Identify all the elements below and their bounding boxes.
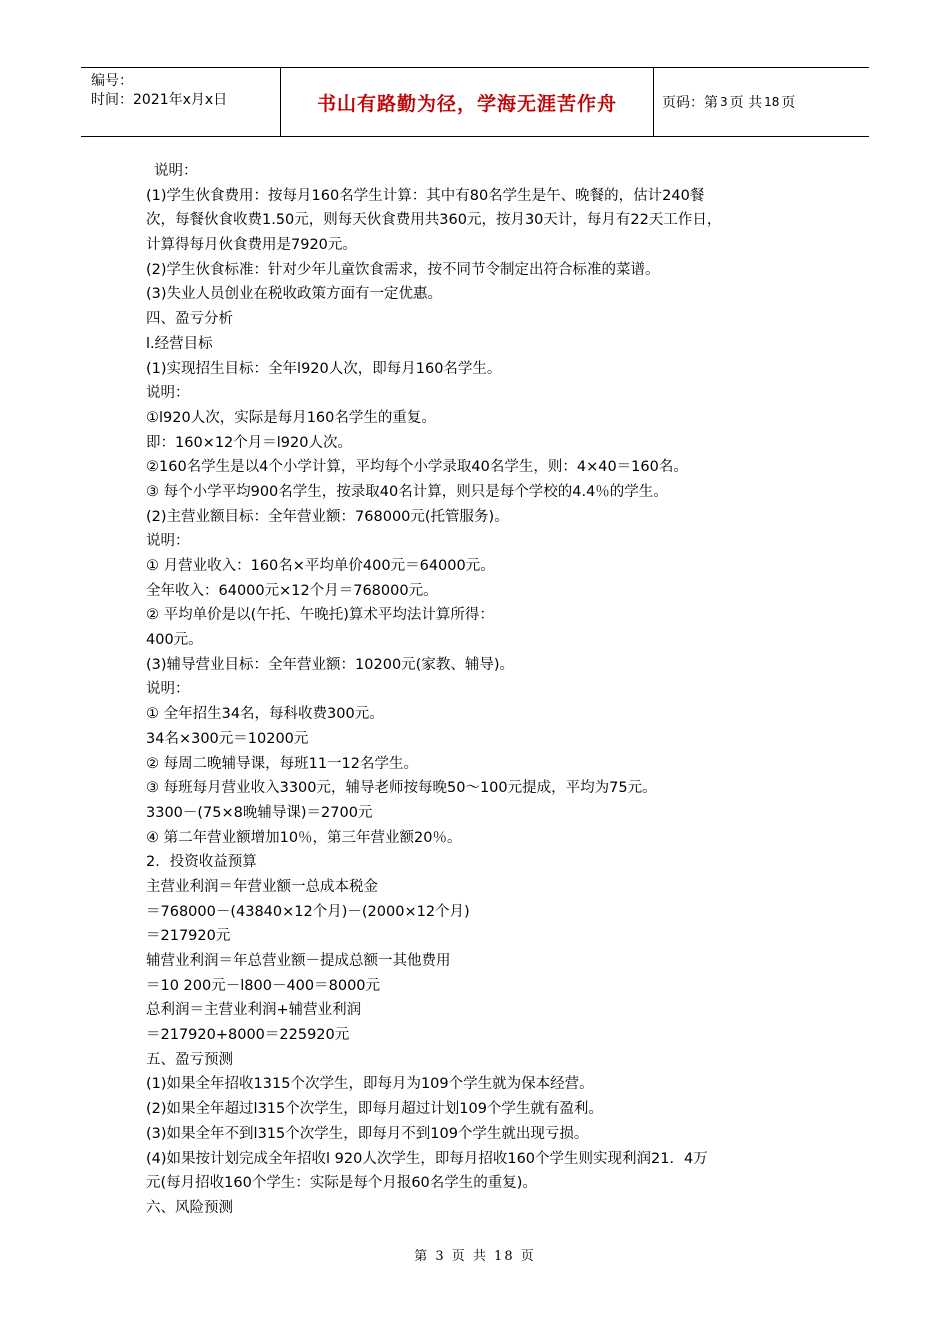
page-total: 18 [764, 95, 780, 109]
text-line: ① 全年招生34名，每科收费300元。 [146, 706, 384, 723]
text-line: l.经营目标 [146, 335, 213, 352]
text-line: 说明： [154, 163, 198, 179]
text-line: (2)学生伙食标准：针对少年儿童饮食需求，按不同节令制定出符合标准的菜谱。 [146, 261, 660, 278]
text-line: ① 月营业收入：160名×平均单价400元＝64000元。 [146, 558, 495, 574]
text-line: 辅营业利润＝年总营业额－提成总额一其他费用 [146, 953, 451, 969]
document-date: 时间：2021年x月x日 [91, 92, 228, 108]
text-line: (1)如果全年招收1315个次学生，即每月为109个学生就为保本经营。 [146, 1076, 594, 1093]
text-line: 次，每餐伙食收费1.50元，则每天伙食费用共360元，按月30天计，每月有22天工作日， [146, 212, 722, 229]
page-prefix: 页码：第 [662, 95, 718, 111]
header-page-info [654, 68, 869, 136]
text-line: 3300－(75×8晚辅导课)＝2700元 [146, 804, 373, 821]
text-line: 五、盈亏预测 [146, 1051, 233, 1068]
text-line: 400元。 [146, 632, 203, 649]
text-line: (2)如果全年超过l315个次学生，即每月超过计划109个学生就有盈利。 [146, 1101, 603, 1118]
header-motto: 书山有路勤为径，学海无涯苦作舟 [281, 68, 654, 136]
text-line: ①l920人次，实际是每月160名学生的重复。 [146, 409, 436, 426]
page-number: 3 [720, 95, 728, 109]
page-header [81, 67, 869, 137]
text-line: ② 平均单价是以(午托、午晚托)算术平均法计算所得： [146, 607, 494, 624]
text-line: 四、盈亏分析 [146, 311, 233, 328]
text-line: ＝217920元 [146, 928, 231, 945]
text-line: 即：160×12个月＝l920人次。 [146, 434, 352, 451]
page-suffix: 页 [781, 95, 796, 111]
text-line: (1)实现招生目标：全年l920人次，即每月160名学生。 [146, 360, 502, 377]
text-line: 总利润＝主营业利润+辅营业利润 [146, 1002, 362, 1019]
text-line: ＝768000－(43840×12个月)－(2000×12个月) [146, 903, 470, 920]
text-line: ③ 每班每月营业收入3300元，辅导老师按每晚50～100元提成，平均为75元。 [146, 780, 657, 797]
text-line: (3)失业人员创业在税收政策方面有一定优惠。 [146, 286, 443, 303]
text-line: 全年收入：64000元×12个月＝768000元。 [146, 582, 438, 599]
text-line: 说明： [146, 385, 190, 402]
text-line: ③ 每个小学平均900名学生，按录取40名计算，则只是每个学校的4.4％的学生。 [146, 483, 668, 500]
text-line: (4)如果按计划完成全年招收l 920人次学生，即每月招收160个学生则实现利润21．4万 [146, 1150, 708, 1167]
text-line: 34名×300元＝10200元 [146, 730, 309, 747]
text-line: ②160名学生是以4个小学计算，平均每个小学录取40名学生，则：4×40＝160名。 [146, 459, 688, 476]
text-line: ② 每周二晚辅导课，每班11一12名学生。 [146, 755, 419, 772]
text-line: 计算得每月伙食费用是7920元。 [146, 237, 357, 254]
page-footer: 第 3 页 共 18 页 [414, 1249, 536, 1264]
text-line: 说明： [146, 533, 190, 550]
text-line: 说明： [146, 681, 190, 698]
text-line: (1)学生伙食费用：按每月160名学生计算：其中有80名学生是午、晚餐的，估计240餐 [146, 187, 705, 204]
text-line: 2．投资收益预算 [146, 854, 257, 871]
text-line: (3)辅导营业目标：全年营业额：10200元(家教、辅导)。 [146, 656, 514, 673]
header-meta [81, 68, 281, 136]
text-line: ＝217920+8000＝225920元 [146, 1027, 350, 1044]
text-line: (3)如果全年不到l315个次学生，即每月不到109个学生就出现亏损。 [146, 1125, 589, 1142]
page-mid: 页 共 [729, 95, 763, 111]
document-number-label: 编号： [91, 73, 133, 89]
text-line: 主营业利润＝年营业额一总成本税金 [146, 878, 378, 895]
text-line: 六、风险预测 [146, 1199, 233, 1216]
document-body [146, 159, 826, 1221]
text-line: 元(每月招收160个学生：实际是每个月报60名学生的重复)。 [146, 1175, 537, 1192]
text-line: (2)主营业额目标：全年营业额：768000元(托管服务)。 [146, 508, 509, 525]
text-line: ＝10 200元－l800－400＝8000元 [146, 977, 381, 994]
text-line: ④ 第二年营业额增加10％，第三年营业额20％。 [146, 829, 462, 846]
